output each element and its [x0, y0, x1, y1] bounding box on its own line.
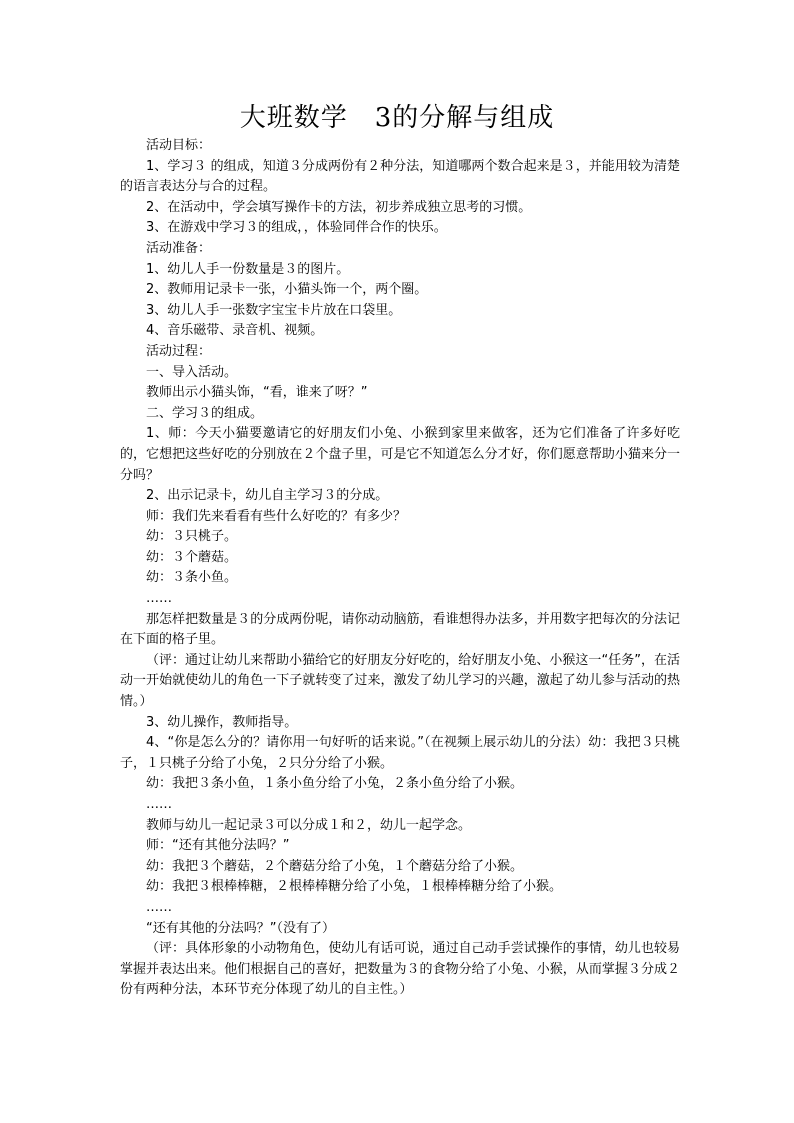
paragraph: 1、学习３ 的组成，知道３分成两份有２种分法，知道哪两个数合起来是３，并能用较为清楚的语言表达分与合的过程。: [120, 158, 680, 195]
paragraph: （评：通过让幼儿来帮助小猫给它的好朋友分好吃的，给好朋友小兔、小猴这一“任务”，在活动一开始就使幼儿的角色一下子就转变了过来，激发了幼儿学习的兴趣，激起了幼儿参与活动的热情。）: [120, 652, 680, 710]
paragraph: （评：具体形象的小动物角色，使幼儿有话可说，通过自己动手尝试操作的事情，幼儿也较易掌握并表达出来。他们根据自己的喜好，把数量为３的食物分给了小兔、小猴，从而掌握３分成２份有两种分法，本环节充分体现了幼儿的自主性。）: [120, 941, 680, 998]
paragraph: 2、在活动中，学会填写操作卡的方法，初步养成独立思考的习惯。: [146, 199, 532, 215]
paragraph: 3、幼儿操作，教师指导。: [146, 714, 298, 730]
paragraph: “还有其他的分法吗？”（没有了）: [146, 920, 335, 936]
paragraph: ……: [146, 899, 172, 915]
paragraph: 活动准备：: [146, 240, 212, 256]
paragraph: 幼：３条小鱼。: [146, 570, 238, 586]
paragraph: 活动过程：: [146, 343, 212, 359]
paragraph: ……: [146, 797, 172, 812]
paragraph: 4、“你是怎么分的？请你用一句好听的话来说。”（在视频上展示幼儿的分法）幼：我把３只桃子，１只桃子分给了小兔，２只分分给了小猴。: [120, 735, 680, 771]
document-title: 大班数学 3的分解与组成: [239, 103, 555, 133]
paragraph: 1、师：今天小猫要邀请它的好朋友们小兔、小猴到家里来做客，还为它们准备了许多好吃的，它想把这些好吃的分别放在２个盘子里，可是它不知道怎么分才好，你们愿意帮助小猫来分一分吗？: [120, 426, 680, 483]
paragraph: 4、音乐磁带、录音机、视频。: [146, 323, 324, 339]
paragraph: 师：我们先来看看有些什么好吃的？有多少？: [146, 508, 407, 524]
paragraph: 教师出示小猫头饰，“看，谁来了呀？”: [146, 385, 368, 401]
paragraph: 1、幼儿人手一份数量是３的图片。: [146, 261, 350, 277]
paragraph: 师：“还有其他分法吗？”: [146, 838, 290, 854]
paragraph: ……: [146, 591, 172, 607]
paragraph: 幼：我把３根棒棒糖，２根棒棒糖分给了小兔，１根棒棒糖分给了小猴。: [146, 879, 563, 895]
paragraph: 幼：３只桃子。: [146, 529, 238, 545]
paragraph: 教师与幼儿一起记录３可以分成１和２，幼儿一起学念。: [146, 817, 472, 833]
paragraph: 3、在游戏中学习３的组成，，体验同伴合作的快乐。: [146, 220, 447, 236]
paragraph: 幼：我把３条小鱼，１条小鱼分给了小兔，２条小鱼分给了小猴。: [146, 776, 524, 792]
paragraph: 幼：我把３个蘑菇，２个蘑菇分给了小兔，１个蘑菇分给了小猴。: [146, 858, 524, 874]
paragraph: 那怎样把数量是３的分成两份呢，请你动动脑筋，看谁想得办法多，并用数字把每次的分法记在下面的格子里。: [120, 611, 680, 648]
paragraph: 二、学习３的组成。: [146, 405, 264, 421]
paragraph: 活动目标：: [146, 138, 212, 153]
paragraph: 2、出示记录卡，幼儿自主学习３的分成。: [146, 488, 389, 504]
paragraph: 3、幼儿人手一张数字宝宝卡片放在口袋里。: [146, 302, 402, 318]
paragraph: 一、导入活动。: [146, 364, 238, 380]
document-body: [120, 136, 680, 1001]
paragraph: 幼：３个蘑菇。: [146, 549, 238, 565]
paragraph: 2、教师用记录卡一张，小猫头饰一个，两个圈。: [146, 282, 428, 298]
